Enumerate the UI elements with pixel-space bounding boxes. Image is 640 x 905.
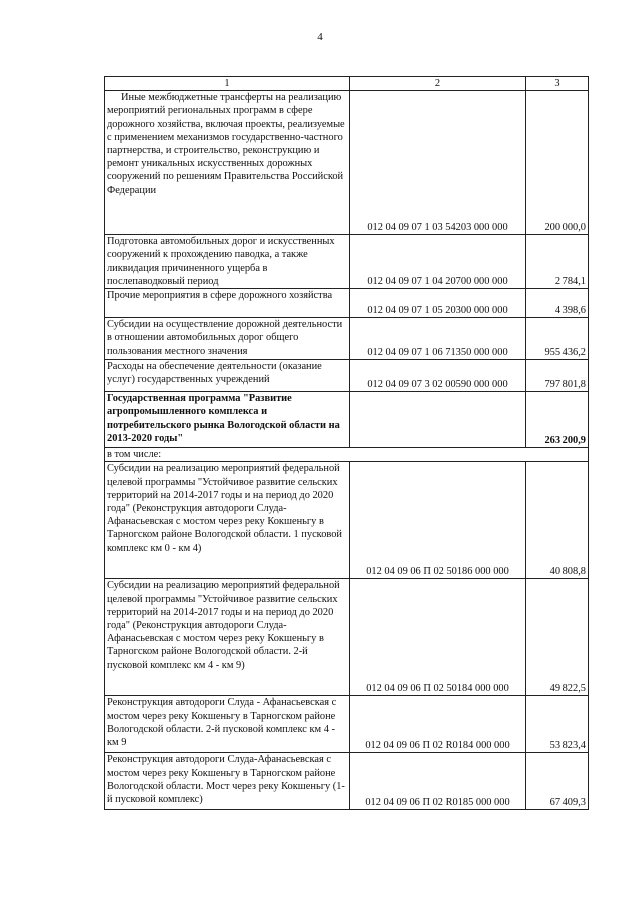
table-row <box>105 753 589 810</box>
row-code: 012 04 09 07 1 04 20700 000 000 <box>350 235 526 289</box>
row-amount: 200 000,0 <box>526 91 589 235</box>
column-header-2: 2 <box>350 77 526 91</box>
row-name: Субсидии на реализацию мероприятий федеральной целевой программы "Устойчивое развитие сельских территорий на 2014-2017 годы и на период до 2020 года" (Реконструкция автодороги Слуда-Афанасьевская с мостом через реку Кокшеньгу в Тарногском районе Вологодской области. 2-й пусковой комплекс км 4 - км 9) <box>105 579 350 696</box>
row-name: Реконструкция автодороги Слуда-Афанасьевская с мостом через реку Кокшеньгу в Тарногском районе Вологодской области. Мост через реку Кокшеньгу (1-й пусковой комплекс) <box>105 753 350 810</box>
row-code: 012 04 09 07 1 03 54203 000 000 <box>350 91 526 235</box>
row-amount: 797 801,8 <box>526 360 589 392</box>
table-row <box>105 696 589 753</box>
row-name: Субсидии на реализацию мероприятий федеральной целевой программы "Устойчивое развитие сельских территорий на 2014-2017 годы и на период до 2020 года" (Реконструкция автодороги Слуда-Афанасьевская с мостом через реку Кокшеньгу в Тарногском районе Вологодской области. 1 пусковой комплекс км 0 - км 4) <box>105 462 350 579</box>
table-row <box>105 91 589 235</box>
row-code: 012 04 09 07 1 05 20300 000 000 <box>350 289 526 318</box>
column-header-3: 3 <box>526 77 589 91</box>
row-amount: 4 398,6 <box>526 289 589 318</box>
subheading-row <box>105 448 589 462</box>
table-row <box>105 235 589 289</box>
row-code: 012 04 09 07 1 06 71350 000 000 <box>350 318 526 360</box>
table-row <box>105 360 589 392</box>
table-row <box>105 289 589 318</box>
row-amount: 2 784,1 <box>526 235 589 289</box>
row-amount: 49 822,5 <box>526 579 589 696</box>
row-code <box>350 392 526 448</box>
row-name: Расходы на обеспечение деятельности (оказание услуг) государственных учреждений <box>105 360 350 392</box>
row-amount: 955 436,2 <box>526 318 589 360</box>
including-label: в том числе: <box>105 448 589 462</box>
row-name: Реконструкция автодороги Слуда - Афанасьевская с мостом через реку Кокшеньгу в Тарногском районе Вологодской области. 2-й пусковой комплекс км 4 - км 9 <box>105 696 350 753</box>
column-header-1: 1 <box>105 77 350 91</box>
page-number: 4 <box>317 31 323 43</box>
row-code: 012 04 09 06 П 02 R0185 000 000 <box>350 753 526 810</box>
row-amount: 67 409,3 <box>526 753 589 810</box>
table-row <box>105 318 589 360</box>
row-amount: 40 808,8 <box>526 462 589 579</box>
row-name: Субсидии на осуществление дорожной деятельности в отношении автомобильных дорог общего пользования местного значения <box>105 318 350 360</box>
table-row <box>105 579 589 696</box>
row-amount: 53 823,4 <box>526 696 589 753</box>
budget-table <box>104 76 589 810</box>
row-name: Иные межбюджетные трансферты на реализацию мероприятий региональных программ в сфере дорожного хозяйства, включая проекты, реализуемые с применением механизмов государственно-частного партнерства, и строительство, реконструкцию и ремонт уникальных искусственных дорожных сооружений по решениям Правительства Российской Федерации <box>105 91 350 235</box>
row-name: Подготовка автомобильных дорог и искусственных сооружений к прохождению паводка, а также ликвидация причиненного ущерба в послепаводковый период <box>105 235 350 289</box>
row-code: 012 04 09 06 П 02 50186 000 000 <box>350 462 526 579</box>
program-total-amount: 263 200,9 <box>526 392 589 448</box>
row-name: Прочие мероприятия в сфере дорожного хозяйства <box>105 289 350 318</box>
row-code: 012 04 09 07 3 02 00590 000 000 <box>350 360 526 392</box>
row-code: 012 04 09 06 П 02 50184 000 000 <box>350 579 526 696</box>
row-code: 012 04 09 06 П 02 R0184 000 000 <box>350 696 526 753</box>
program-total-row <box>105 392 589 448</box>
table-header-row <box>105 77 589 91</box>
table-row <box>105 462 589 579</box>
program-name: Государственная программа "Развитие агропромышленного комплекса и потребительского рынка Вологодской области на 2013-2020 годы" <box>105 392 350 448</box>
